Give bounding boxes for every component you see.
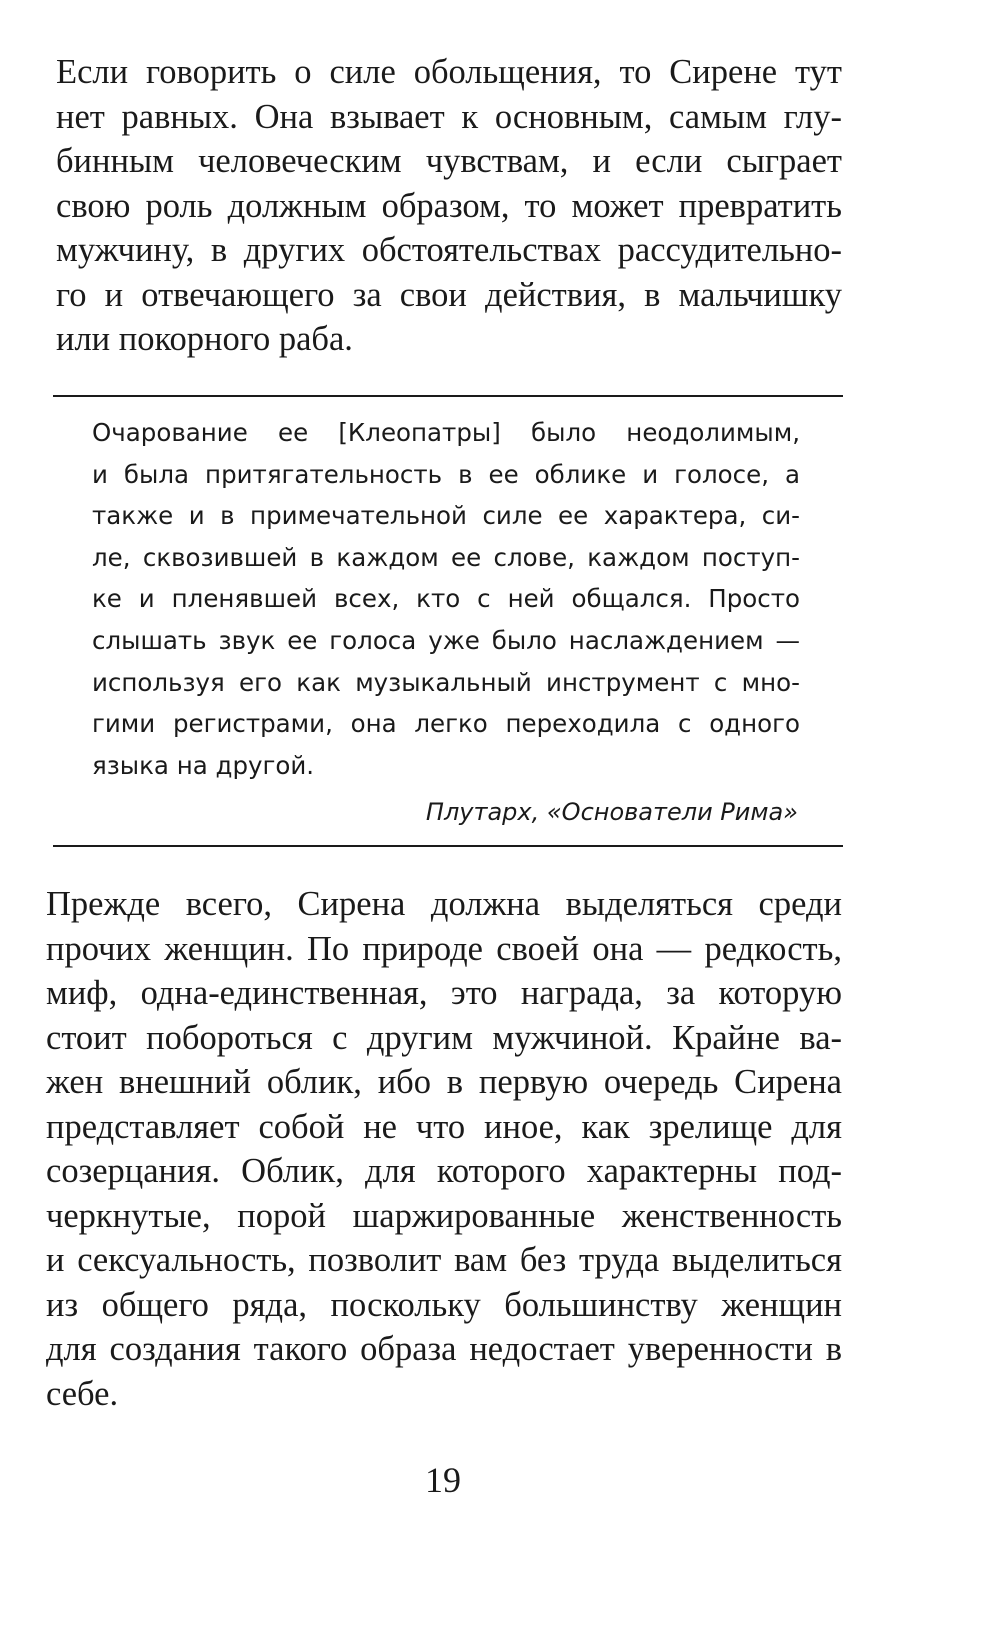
quote-line: Очарование ее [Клеопатры] было неодолимым, (92, 418, 800, 447)
text-line: себе. (46, 1374, 119, 1413)
paragraph-intro (56, 50, 842, 362)
text-line: созерцания. Облик, для которого характерны под- (46, 1152, 842, 1190)
text-line: для создания такого образа недостает уверенности в (46, 1330, 842, 1368)
text-line: Прежде всего, Сирена должна выделяться среди (46, 885, 842, 923)
text-line: нет равных. Она взывает к основным, самым глу- (56, 97, 842, 136)
page-number: 19 (425, 1460, 461, 1500)
text-line: прочих женщин. По природе своей она — редкость, (46, 929, 842, 968)
text-line: из общего ряда, поскольку большинству женщин (46, 1285, 842, 1324)
text-line: черкнутые, порой шаржированные женственность (46, 1196, 842, 1235)
text-line: Если говорить о силе обольщения, то Сирене тут (56, 53, 842, 91)
quote-line: языка на другой. (92, 750, 315, 780)
text-line: мужчину, в других обстоятельствах рассудительно- (56, 231, 842, 269)
paragraph-main (46, 882, 842, 1416)
quote-top-divider (53, 395, 843, 397)
quote-line: также и в примечательной силе ее характера, си- (92, 501, 800, 531)
quote-line: ле, сквозившей в каждом ее слове, каждом поступ- (92, 542, 800, 572)
epigraph-quote (92, 412, 800, 786)
quote-bottom-divider (53, 845, 843, 847)
text-line: или покорного раба. (56, 320, 353, 358)
text-line: свою роль должным образом, то может превратить (56, 186, 842, 225)
text-line: представляет собой не что иное, как зрелище для (46, 1107, 842, 1146)
quote-line: гими регистрами, она легко переходила с одного (92, 709, 800, 739)
text-line: стоит побороться с другим мужчиной. Крайне ва- (46, 1018, 842, 1057)
quote-line: используя его как музыкальный инструмент с мно- (92, 667, 800, 697)
quote-line: слышать звук ее голоса уже было наслаждением — (92, 625, 800, 655)
quote-line: и была притягательность в ее облике и голосе, а (92, 459, 800, 489)
text-line: бинным человеческим чувствам, и если сыграет (56, 142, 842, 180)
text-line: и сексуальность, позволит вам без труда выделиться (46, 1241, 842, 1279)
quote-line: ке и пленявшей всех, кто с ней общался. Просто (92, 584, 800, 614)
text-line: го и отвечающего за свои действия, в мальчишку (56, 275, 842, 314)
quote-attribution: Плутарх, «Основатели Рима» (425, 798, 798, 826)
text-line: миф, одна-единственная, это награда, за которую (46, 974, 842, 1012)
text-line: жен внешний облик, ибо в первую очередь Сирена (46, 1063, 842, 1101)
